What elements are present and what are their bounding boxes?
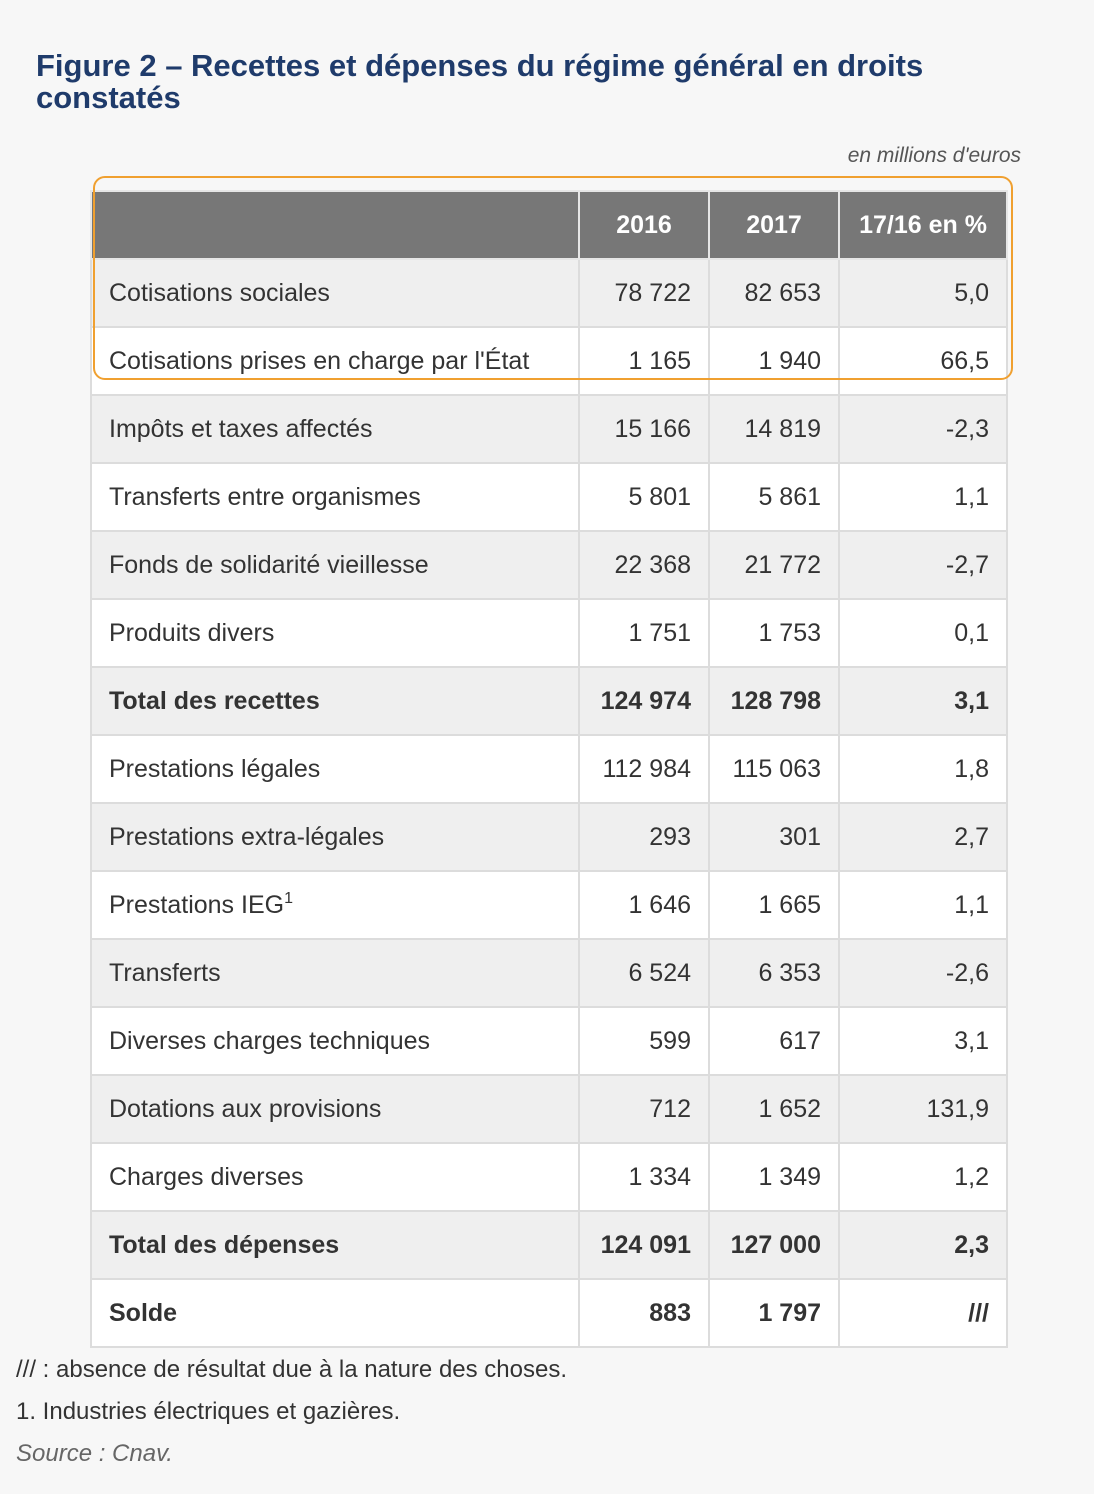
value-change: 1,1 <box>839 463 1007 531</box>
table-body <box>91 259 1007 1347</box>
value-2017: 301 <box>709 803 839 871</box>
value-change: 0,1 <box>839 599 1007 667</box>
value-2016: 124 091 <box>579 1211 709 1279</box>
row-label: Cotisations sociales <box>91 259 579 327</box>
value-2017: 115 063 <box>709 735 839 803</box>
table-row <box>91 531 1007 599</box>
row-label-text: Prestations IEG <box>109 890 285 919</box>
table-row <box>91 599 1007 667</box>
total-depenses-row <box>91 1211 1007 1279</box>
value-change: 66,5 <box>839 327 1007 395</box>
value-change: 3,1 <box>839 667 1007 735</box>
value-2017: 14 819 <box>709 395 839 463</box>
row-label: Dotations aux provisions <box>91 1075 579 1143</box>
figure-title: Figure 2 – Recettes et dépenses du régime général en droits constatés <box>36 48 924 115</box>
value-change: 2,3 <box>839 1211 1007 1279</box>
row-label: Cotisations prises en charge par l'État <box>91 327 579 395</box>
value-2017: 1 753 <box>709 599 839 667</box>
table-row <box>91 871 1007 939</box>
value-2017: 6 353 <box>709 939 839 1007</box>
data-table-container <box>90 190 1006 1348</box>
table-row <box>91 259 1007 327</box>
value-change: 1,8 <box>839 735 1007 803</box>
row-label: Fonds de solidarité vieillesse <box>91 531 579 599</box>
value-2017: 1 940 <box>709 327 839 395</box>
value-2016: 599 <box>579 1007 709 1075</box>
table-row <box>91 1075 1007 1143</box>
value-2017: 1 665 <box>709 871 839 939</box>
row-label: Prestations extra-légales <box>91 803 579 871</box>
row-label <box>91 871 579 939</box>
value-2016: 15 166 <box>579 395 709 463</box>
value-2016: 6 524 <box>579 939 709 1007</box>
value-change: 1,1 <box>839 871 1007 939</box>
value-2017: 1 652 <box>709 1075 839 1143</box>
value-2017: 21 772 <box>709 531 839 599</box>
value-2016: 883 <box>579 1279 709 1347</box>
value-2016: 1 646 <box>579 871 709 939</box>
value-2017: 617 <box>709 1007 839 1075</box>
table-row <box>91 1143 1007 1211</box>
value-2017: 5 861 <box>709 463 839 531</box>
value-change: 3,1 <box>839 1007 1007 1075</box>
value-2016: 22 368 <box>579 531 709 599</box>
table-row <box>91 395 1007 463</box>
value-2016: 1 165 <box>579 327 709 395</box>
value-2016: 1 334 <box>579 1143 709 1211</box>
value-2016: 112 984 <box>579 735 709 803</box>
value-change: -2,6 <box>839 939 1007 1007</box>
absence-note: /// : absence de résultat due à la nature des choses. <box>16 1356 568 1383</box>
value-2017: 1 349 <box>709 1143 839 1211</box>
footnote-marker: 1 <box>284 889 293 907</box>
value-change: -2,7 <box>839 531 1007 599</box>
units-label: en millions d'euros <box>847 144 1021 167</box>
row-label: Solde <box>91 1279 579 1347</box>
row-label: Charges diverses <box>91 1143 579 1211</box>
value-2016: 712 <box>579 1075 709 1143</box>
row-label: Impôts et taxes affectés <box>91 395 579 463</box>
header-cell-2017: 2017 <box>709 191 839 259</box>
value-2016: 124 974 <box>579 667 709 735</box>
source-note: Source : Cnav. <box>16 1440 173 1467</box>
row-label: Diverses charges techniques <box>91 1007 579 1075</box>
value-2017: 128 798 <box>709 667 839 735</box>
value-change: -2,3 <box>839 395 1007 463</box>
value-2016: 5 801 <box>579 463 709 531</box>
footnote-note: 1. Industries électriques et gazières. <box>16 1398 401 1425</box>
table-row <box>91 463 1007 531</box>
row-label: Total des recettes <box>91 667 579 735</box>
solde-row <box>91 1279 1007 1347</box>
table-row <box>91 1007 1007 1075</box>
value-2017: 127 000 <box>709 1211 839 1279</box>
header-cell-change: 17/16 en % <box>839 191 1007 259</box>
value-2017: 1 797 <box>709 1279 839 1347</box>
row-label: Transferts entre organismes <box>91 463 579 531</box>
total-recettes-row <box>91 667 1007 735</box>
header-cell-label <box>91 191 579 259</box>
row-label: Produits divers <box>91 599 579 667</box>
table-row <box>91 735 1007 803</box>
value-change: 2,7 <box>839 803 1007 871</box>
header-cell-2016: 2016 <box>579 191 709 259</box>
value-change: 1,2 <box>839 1143 1007 1211</box>
table-row <box>91 327 1007 395</box>
value-change: 5,0 <box>839 259 1007 327</box>
table-notes <box>16 1356 567 1482</box>
value-2017: 82 653 <box>709 259 839 327</box>
value-2016: 78 722 <box>579 259 709 327</box>
table-row <box>91 939 1007 1007</box>
row-label: Total des dépenses <box>91 1211 579 1279</box>
table-row <box>91 803 1007 871</box>
value-2016: 1 751 <box>579 599 709 667</box>
table-header-row <box>91 191 1007 259</box>
row-label: Prestations légales <box>91 735 579 803</box>
row-label: Transferts <box>91 939 579 1007</box>
data-table <box>90 190 1008 1348</box>
value-change: /// <box>839 1279 1007 1347</box>
value-change: 131,9 <box>839 1075 1007 1143</box>
value-2016: 293 <box>579 803 709 871</box>
